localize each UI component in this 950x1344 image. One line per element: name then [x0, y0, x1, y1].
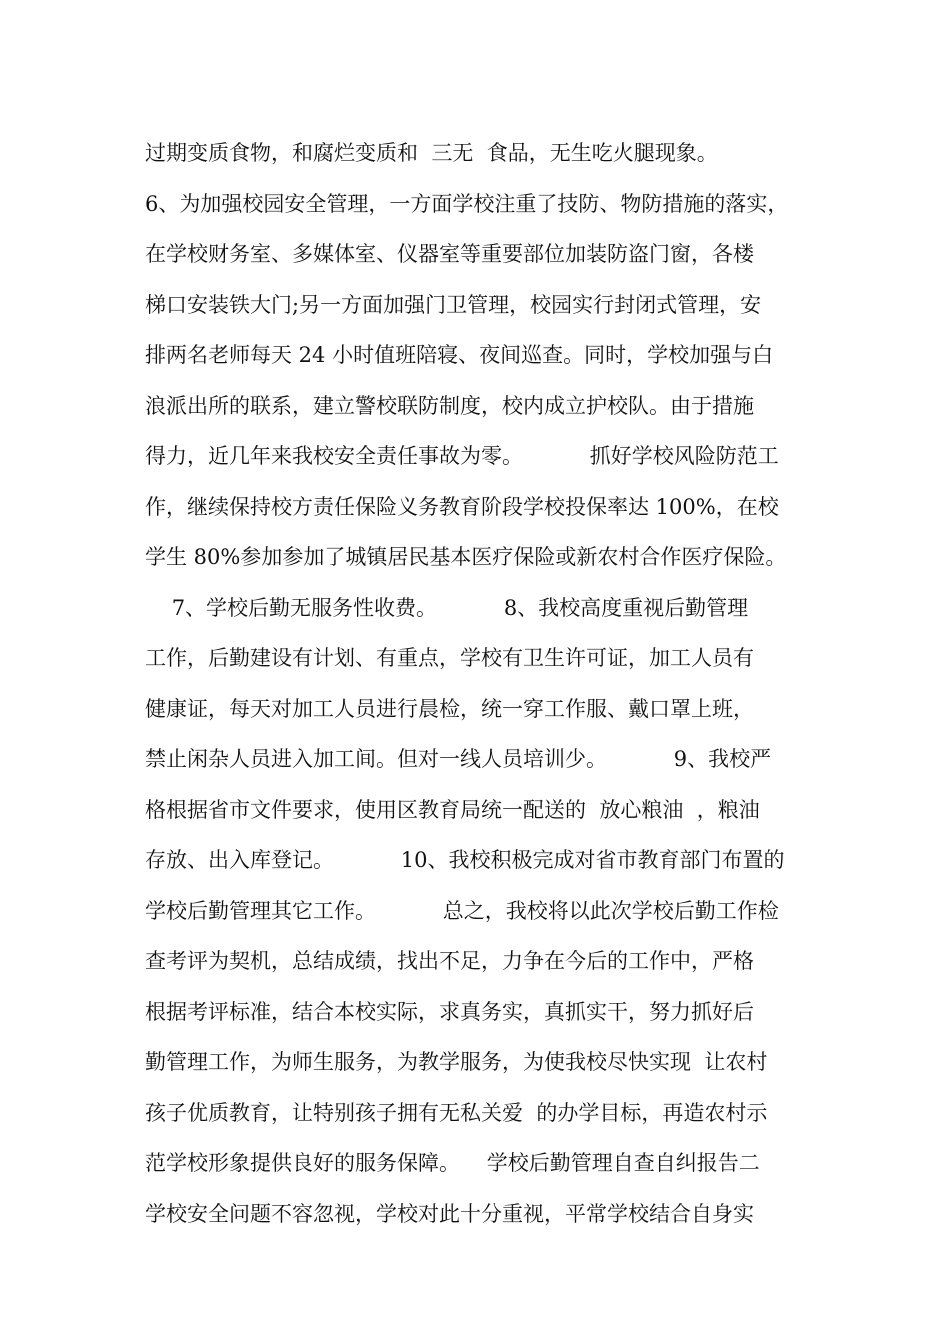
- text-line-19: 勤管理工作，为师生服务，为教学服务，为使我校尽快实现 让农村: [145, 1050, 768, 1074]
- text-line-20: 孩子优质教育，让特别孩子拥有无私关爱 的办学目标，再造农村示: [145, 1100, 768, 1125]
- body-text: [145, 128, 845, 1239]
- text-line-14: 格根据省市文件要求，使用区教育局统一配送的 放心粮油 ，粮油: [145, 797, 760, 822]
- text-line-6: 浪派出所的联系，建立警校联防制度，校内成立护校队。由于措施: [145, 393, 754, 418]
- text-line-8: 作，继续保持校方责任保险义务教育阶段学校投保率达 100%，在校: [145, 494, 779, 519]
- text-line-3: 在学校财务室、多媒体室、仪器室等重要部位加装防盗门窗，各楼: [145, 242, 754, 266]
- text-line-22: 学校安全问题不容忽视，学校对此十分重视，平常学校结合自身实: [145, 1201, 754, 1226]
- text-line-11: 工作，后勤建设有计划、有重点，学校有卫生许可证，加工人员有: [145, 646, 754, 670]
- text-line-16: 学校后勤管理其它工作。 总之，我校将以此次学校后勤工作检: [145, 898, 779, 923]
- text-line-9: 学生 80%参加参加了城镇居民基本医疗保险或新农村合作医疗保险。: [145, 545, 787, 569]
- text-line-18: 根据考评标准，结合本校实际，求真务实，真抓实干，努力抓好后: [145, 999, 754, 1024]
- text-line-12: 健康证，每天对加工人员进行晨检，统一穿工作服、戴口罩上班，: [145, 696, 754, 721]
- text-line-1: 过期变质食物，和腐烂变质和 三无 食品，无生吃火腿现象。: [145, 141, 718, 165]
- text-line-21: 范学校形象提供良好的服务保障。 学校后勤管理自查自纠报告二: [145, 1151, 760, 1175]
- text-line-7: 得力，近几年来我校安全责任事故为零。 抓好学校风险防范工: [145, 444, 779, 468]
- text-line-13: 禁止闲杂人员进入加工间。但对一线人员培训少。 9、我校严: [145, 747, 772, 771]
- text-line-15: 存放、出入库登记。 10、我校积极完成对省市教育部门布置的: [145, 848, 785, 872]
- text-line-17: 查考评为契机，总结成绩，找出不足，力争在今后的工作中，严格: [145, 949, 754, 973]
- text-line-10: 7、学校后勤无服务性收费。 8、我校高度重视后勤管理: [145, 595, 749, 620]
- text-line-2: 6、为加强校园安全管理，一方面学校注重了技防、物防措施的落实，: [145, 191, 789, 216]
- text-line-5: 排两名老师每天 24 小时值班陪寝、夜间巡查。同时，学校加强与白: [145, 343, 774, 367]
- text-line-4: 梯口安装铁大门;另一方面加强门卫管理，校园实行封闭式管理，安: [145, 292, 762, 317]
